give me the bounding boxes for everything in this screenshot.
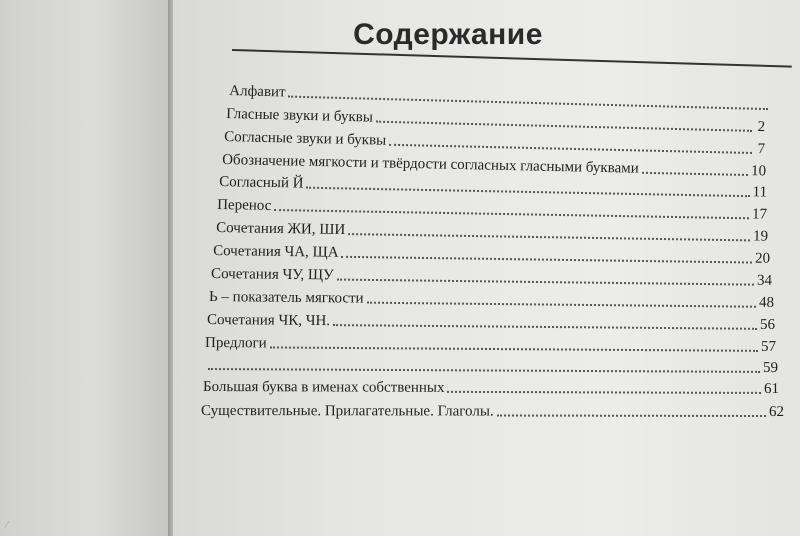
toc-entry: [205, 332, 776, 356]
toc-entry-page: 7: [757, 141, 766, 158]
toc-entry: [201, 400, 784, 421]
toc-leader-dots: [333, 323, 757, 330]
toc-entry-title: Согласные звуки и буквы: [224, 129, 387, 149]
toc-leader-dots: [367, 301, 756, 308]
toc-entry-title: Гласные звуки и буквы: [226, 106, 374, 126]
toc-entry-title: Ь – показатель мягкости: [209, 289, 364, 307]
toc-entry-page: 57: [760, 338, 777, 355]
toc-entry: [209, 286, 774, 312]
toc-leader-dots: [342, 255, 753, 264]
toc-leader-dots: [642, 171, 748, 176]
toc-entry-page: 17: [751, 206, 768, 223]
toc-entry-page: 2: [757, 118, 766, 136]
toc-entry-page: 62: [769, 403, 785, 421]
toc-entry-title: Алфавит: [229, 83, 286, 101]
toc-entry-page: 10: [750, 163, 767, 180]
toc-leader-dots: [306, 186, 749, 198]
page-title: Содержание: [353, 18, 543, 51]
toc-entry-title: Перенос: [217, 197, 272, 214]
toc-entry: [203, 376, 779, 398]
toc-entry: [205, 354, 778, 377]
toc-leader-dots: [337, 278, 754, 286]
toc-entry-title: Сочетания ЧА, ЩА: [213, 243, 339, 261]
toc-entry-title: Согласный Й: [219, 174, 304, 192]
toc-entry: [211, 263, 772, 290]
toc-entry-page: 20: [754, 250, 771, 267]
toc-entry-title: Сочетания ЧК, ЧН.: [207, 312, 331, 330]
toc-entry-title: Большая буква в именах собственных: [203, 379, 445, 396]
toc-entry-page: 19: [752, 228, 769, 245]
toc-entry-page: 34: [756, 272, 773, 289]
toc-leader-dots: [348, 232, 750, 241]
toc-entry-page: 11: [752, 184, 768, 201]
toc-entry-title: Сочетания ЧУ, ЩУ: [211, 266, 334, 284]
toc-entry-page: 48: [758, 294, 775, 311]
toc-entry-page: 56: [759, 316, 776, 333]
toc-leader-dots: [270, 345, 758, 351]
toc-entry-title: Предлоги: [205, 335, 267, 352]
toc-leader-dots: [389, 143, 752, 154]
toc-entry-page: 61: [764, 380, 780, 398]
toc-entry-title: Существительные. Прилагательные. Глаголы.: [201, 403, 494, 420]
toc-leader-dots: [274, 208, 749, 219]
corner-mark: ⁄: [6, 520, 8, 531]
toc-leader-dots: [447, 390, 761, 394]
toc-entry-title: Обозначение мягкости и твёрдости согласных гласными буквами: [222, 152, 639, 177]
toc-entry-page: 59: [762, 359, 779, 377]
toc-leader-dots: [497, 414, 766, 417]
toc-entry-title: Сочетания ЖИ, ШИ: [216, 220, 346, 239]
toc-entry: [207, 309, 775, 334]
toc-leader-dots: [208, 367, 760, 373]
